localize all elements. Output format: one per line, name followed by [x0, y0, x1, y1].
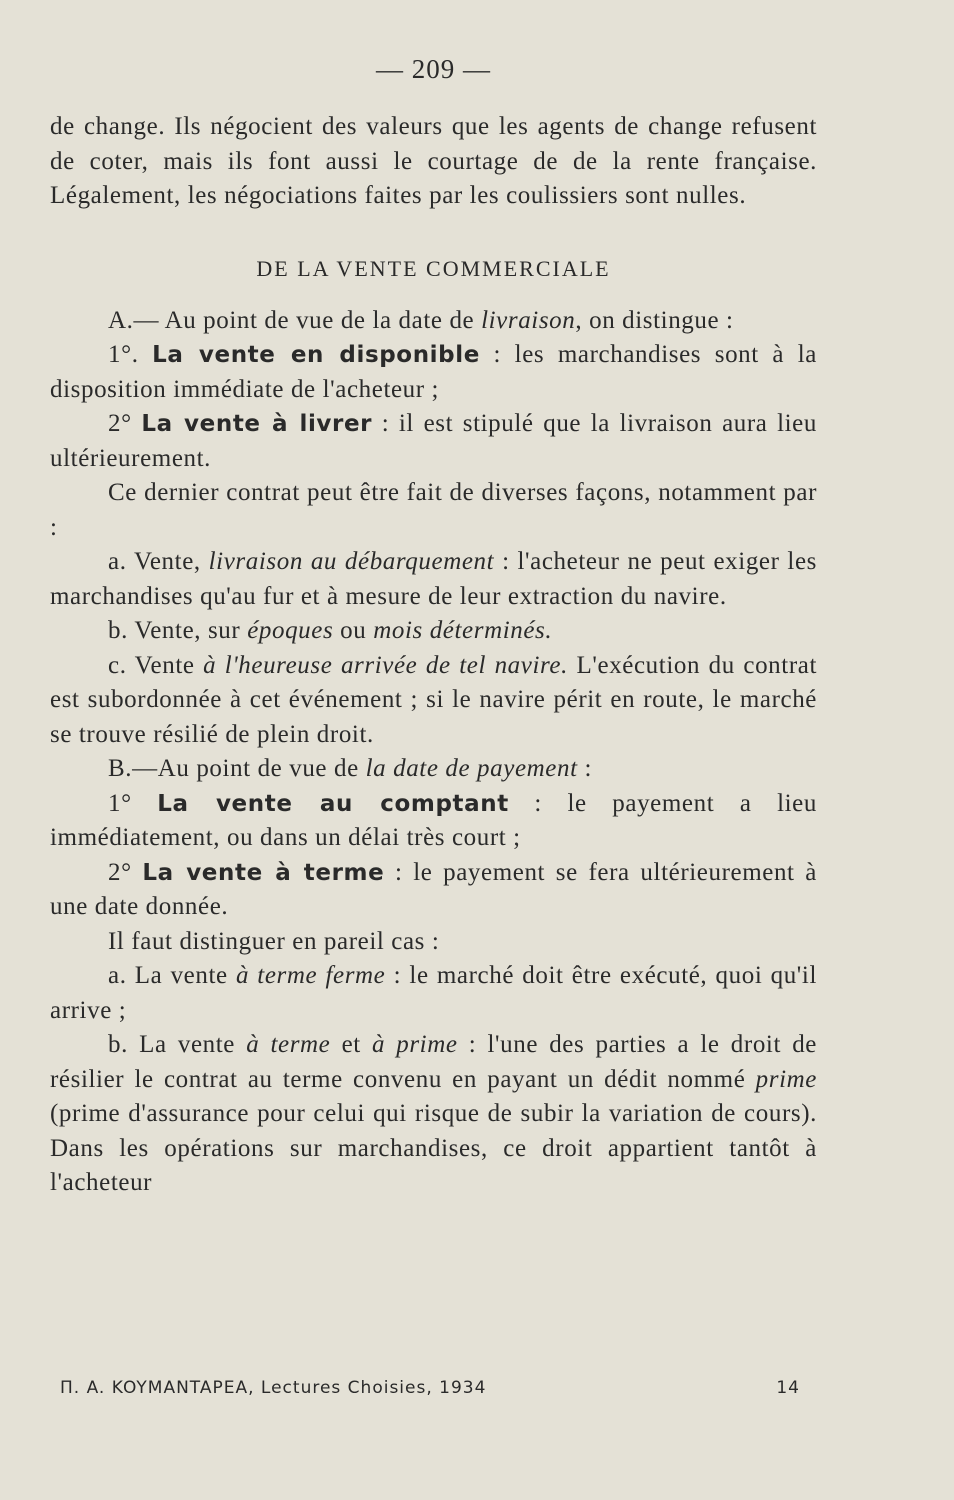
section-heading: DE LA VENTE COMMERCIALE: [256, 255, 611, 281]
section-b-lead: B.—Au point de vue de la date de payement :: [108, 755, 593, 782]
section-a-contract: Ce dernier contrat peut être fait de diverses façons, notamment par :: [50, 479, 817, 541]
section-a-option-b: b. Vente, sur époques ou mois déterminés.: [108, 617, 553, 644]
section-a-item-1: 1°. La vente en disponible : les marchandises sont à la disposition immédiate de l'acheteur ;: [50, 341, 817, 403]
section-a-lead: A.— Au point de vue de la date de livraison, on distingue :: [108, 306, 734, 334]
section-a-option-a: a. Vente, livraison au débarquement : l'acheteur ne peut exiger les marchandises qu'au fur et à mesure de leur extraction du navire.: [50, 548, 817, 610]
section-a-item-2: 2° La vente à livrer : il est stipulé que la livraison aura lieu ultérieurement.: [50, 410, 817, 472]
footer-citation: Π. A. KOYMANTAPEA, Lectures Choisies, 1934: [60, 1378, 487, 1398]
section-a-option-c: c. Vente à l'heureuse arrivée de tel navire. L'exécution du contrat est subordonnée à cet événement ; si le navire périt en route, le marché se trouve résilié de plein droit.: [50, 651, 817, 748]
intro-paragraph: de change. Ils négocient des valeurs que les agents de change refusent de coter, mais ils font aussi le courtage de de la rente française. Légalement, les négociations faites par les coulissiers sont nulles.: [50, 113, 817, 209]
section-b-option-b: b. La vente à terme et à prime : l'une des parties a le droit de résilier le contrat au terme convenu en payant un dédit nommé prime (prime d'assurance pour celui qui risque de subir la variation de cours). Dans les opérations sur marchandises, ce droit appartient tantôt à l'acheteur: [50, 1031, 817, 1196]
section-b-option-a: a. La vente à terme ferme : le marché doit être exécuté, quoi qu'il arrive ;: [50, 962, 817, 1024]
page-footer: [60, 1378, 800, 1398]
signature-number: 14: [776, 1378, 800, 1398]
section-b-item-1: 1° La vente au comptant : le payement a lieu immédiatement, ou dans un délai très court ;: [50, 789, 817, 851]
section-b-item-2: 2° La vente à terme : le payement se fera ultérieurement à une date donnée.: [50, 858, 817, 920]
page-number: — 209 —: [376, 54, 491, 84]
section-b-distinguish: Il faut distinguer en pareil cas :: [108, 927, 440, 955]
